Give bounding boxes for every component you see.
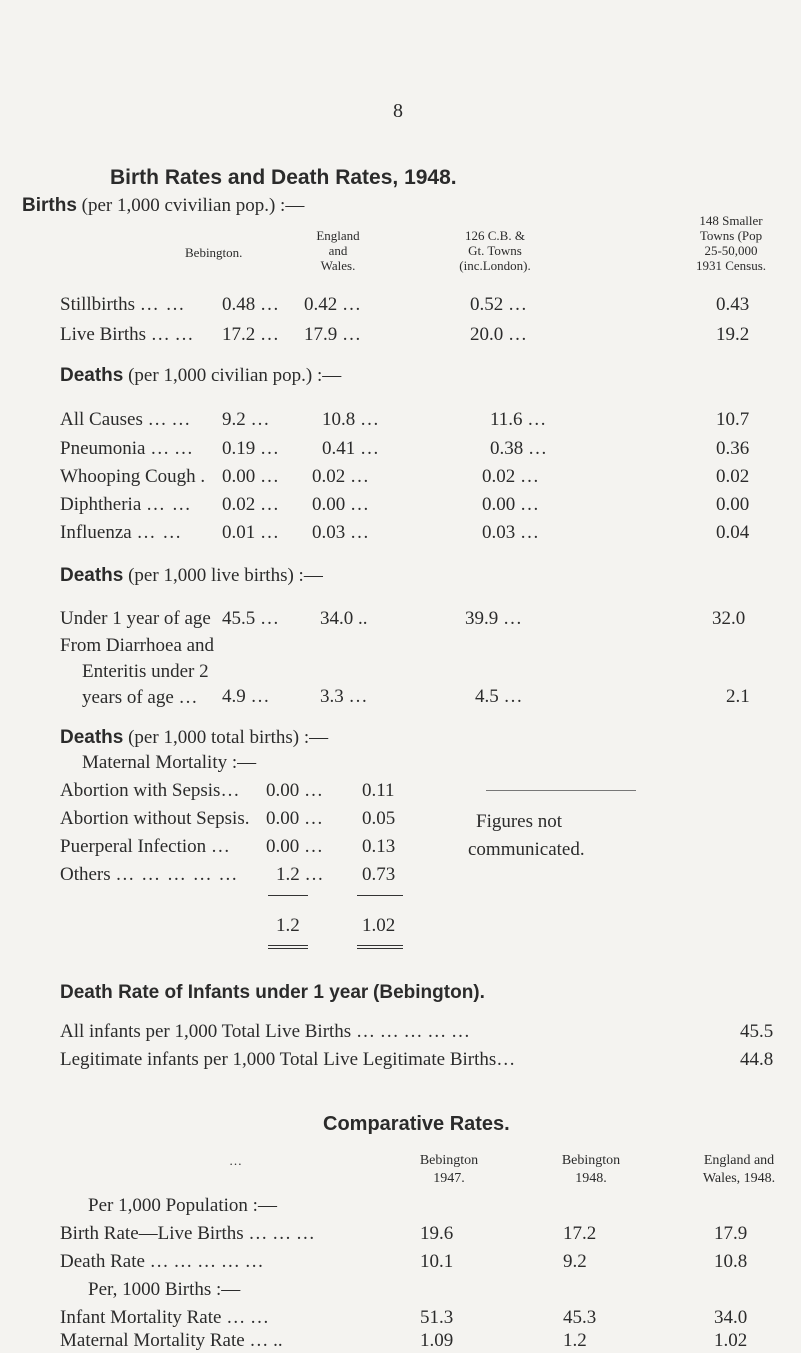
deaths-subheading: (per 1,000 civilian pop.) :— xyxy=(128,365,342,386)
cell-value: 0.41 … xyxy=(322,438,379,459)
deaths-heading: Deaths xyxy=(60,565,124,586)
infant-title: Death Rate of Infants under 1 year xyxy=(60,982,369,1003)
cell-value: 1.2 … xyxy=(276,864,324,885)
col-header-cb-line: 126 C.B. & xyxy=(465,228,525,243)
page-title: Birth Rates and Death Rates, 1948. xyxy=(110,166,457,189)
cell-value: 17.9 xyxy=(714,1223,748,1244)
comparative-row-label: Infant Mortality Rate … … xyxy=(60,1307,269,1328)
row-label-live-births: Live Births … … xyxy=(60,324,195,345)
comparative-title: Comparative Rates. xyxy=(323,1113,510,1135)
cell-value: 39.9 … xyxy=(465,608,522,629)
col-header-line: Wales, 1948. xyxy=(702,1171,776,1186)
cell-value: 4.9 … xyxy=(222,686,270,707)
col-header-line: Bebington xyxy=(419,1153,479,1168)
cell-value: 0.03 … xyxy=(312,522,369,543)
label-line: From Diarrhoea and xyxy=(60,635,215,656)
maternal-total-bebington: 1.2 xyxy=(276,915,300,936)
row-label-diphtheria: Diphtheria … … xyxy=(60,494,192,515)
infant-line-legitimate: Legitimate infants per 1,000 Total Live Legitimate Births… xyxy=(60,1049,516,1070)
cell-value: 0.00 … xyxy=(482,494,539,515)
col-header-smaller-towns xyxy=(664,213,798,273)
col-header-small-line: 25-50,000 xyxy=(704,243,758,258)
comparative-col-header xyxy=(400,1152,498,1188)
births-heading-line xyxy=(22,195,304,217)
infant-section-title xyxy=(60,982,485,1004)
cell-value: 0.05 xyxy=(362,808,396,829)
comparative-col-header xyxy=(684,1152,794,1188)
cell-value: 19.2 xyxy=(716,324,750,345)
cell-value: 0.36 xyxy=(716,438,750,459)
cell-value: 0.01 … xyxy=(222,522,279,543)
row-label-puerperal: Puerperal Infection … xyxy=(60,836,231,857)
cell-value: 19.6 xyxy=(420,1223,454,1244)
row-label-abortion-no-sepsis: Abortion without Sepsis. xyxy=(60,808,250,829)
col-header-england-line: and xyxy=(328,243,348,258)
row-label-diarrhoea xyxy=(60,633,214,711)
cell-value: 10.8 xyxy=(714,1251,748,1272)
col-header-line: 1947. xyxy=(433,1171,465,1186)
cell-value: 0.00 xyxy=(716,494,750,515)
figures-not-communicated xyxy=(468,808,585,864)
deaths-heading: Deaths xyxy=(60,365,124,386)
cell-value: 0.00 … xyxy=(266,808,323,829)
cell-value: 20.0 … xyxy=(470,324,527,345)
divider xyxy=(357,895,403,896)
row-label-stillbirths: Stillbirths … … xyxy=(60,294,186,315)
col-header-england-line: England xyxy=(316,228,360,243)
infant-value-all: 45.5 xyxy=(740,1021,774,1042)
cell-value: 10.8 … xyxy=(322,409,379,430)
cell-value: 17.2 xyxy=(563,1223,597,1244)
cell-value: 0.48 … xyxy=(222,294,279,315)
cell-value: 4.5 … xyxy=(475,686,523,707)
col-header-cb xyxy=(430,228,560,273)
deaths-heading: Deaths xyxy=(60,727,124,748)
cell-value: 10.1 xyxy=(420,1251,454,1272)
maternal-subhead: Maternal Mortality :— xyxy=(82,752,257,773)
cell-value: 0.43 xyxy=(716,294,750,315)
col-header-bebington: Bebington. xyxy=(185,245,243,260)
divider xyxy=(357,948,403,949)
cell-value: 9.2 … xyxy=(222,409,270,430)
col-header-line: England and xyxy=(703,1153,775,1168)
comparative-row-label: Maternal Mortality Rate … .. xyxy=(60,1330,283,1351)
deaths-civilian-heading-line xyxy=(60,365,341,387)
col-header-line: Bebington xyxy=(561,1153,621,1168)
col-header-small-line: 148 Smaller xyxy=(699,213,763,228)
note-line: Figures not xyxy=(476,811,563,832)
comparative-group-births: Per, 1000 Births :— xyxy=(88,1279,241,1300)
label-line: years of age … xyxy=(82,687,198,708)
births-heading: Births xyxy=(22,195,77,216)
label-line: Enteritis under 2 xyxy=(82,661,209,682)
cell-value: 45.5 … xyxy=(222,608,279,629)
cell-value: 51.3 xyxy=(420,1307,454,1328)
deaths-births-heading-line xyxy=(60,565,323,587)
cell-value: 0.02 … xyxy=(222,494,279,515)
row-label-all-causes: All Causes … … xyxy=(60,409,192,430)
comparative-row-label: Death Rate … … … … … xyxy=(60,1251,264,1272)
cell-value: 0.00 … xyxy=(312,494,369,515)
divider xyxy=(486,790,636,791)
cell-value: 0.00 … xyxy=(266,780,323,801)
divider xyxy=(268,948,308,949)
row-label-pneumonia: Pneumonia … … xyxy=(60,438,194,459)
row-label-under-1-year: Under 1 year of age xyxy=(60,608,211,629)
cell-value: 0.13 xyxy=(362,836,396,857)
col-header-england-line: Wales. xyxy=(320,258,356,273)
cell-value: 0.03 … xyxy=(482,522,539,543)
cell-value: 2.1 xyxy=(726,686,750,707)
note-line: communicated. xyxy=(468,839,585,860)
row-label-influenza: Influenza … … xyxy=(60,522,183,543)
cell-value: 1.02 xyxy=(714,1330,748,1351)
cell-value: 0.00 … xyxy=(266,836,323,857)
col-header-cb-line: Gt. Towns xyxy=(468,243,522,258)
cell-value: 3.3 … xyxy=(320,686,368,707)
col-header-line: 1948. xyxy=(575,1171,607,1186)
maternal-heading-line xyxy=(60,727,328,749)
row-label-abortion-sepsis: Abortion with Sepsis… xyxy=(60,780,240,801)
cell-value: 0.02 … xyxy=(312,466,369,487)
cell-value: 0.42 … xyxy=(304,294,361,315)
cell-value: 0.19 … xyxy=(222,438,279,459)
row-label-others: Others … … … … … xyxy=(60,864,239,885)
divider xyxy=(357,945,403,946)
cell-value: 1.09 xyxy=(420,1330,454,1351)
deaths-subheading: (per 1,000 live births) :— xyxy=(128,565,323,586)
cell-value: 0.02 xyxy=(716,466,750,487)
comparative-group-population: Per 1,000 Population :— xyxy=(88,1195,277,1216)
col-header-england xyxy=(292,228,384,273)
cell-value: 0.52 … xyxy=(470,294,527,315)
births-subheading: (per 1,000 cvivilian pop.) :— xyxy=(81,195,305,216)
cell-value: 0.00 … xyxy=(222,466,279,487)
cell-value: 11.6 … xyxy=(490,409,547,430)
cell-value: 17.9 … xyxy=(304,324,361,345)
maternal-total-england: 1.02 xyxy=(362,915,396,936)
cell-value: 0.73 xyxy=(362,864,396,885)
cell-value: 17.2 … xyxy=(222,324,279,345)
col-header-small-line: 1931 Census. xyxy=(695,258,767,273)
cell-value: 0.38 … xyxy=(490,438,547,459)
deaths-subheading: (per 1,000 total births) :— xyxy=(128,727,329,748)
divider xyxy=(268,945,308,946)
infant-line-all: All infants per 1,000 Total Live Births … … … … … xyxy=(60,1021,470,1042)
comparative-col-header xyxy=(544,1152,638,1188)
cell-value: 45.3 xyxy=(563,1307,597,1328)
infant-title-paren: (Bebington). xyxy=(373,982,485,1003)
cell-value: 0.11 xyxy=(362,780,395,801)
cell-value: 0.04 xyxy=(716,522,750,543)
divider xyxy=(268,895,308,896)
infant-value-legitimate: 44.8 xyxy=(740,1049,774,1070)
cell-value: 34.0 xyxy=(714,1307,748,1328)
col-header-cb-line: (inc.London). xyxy=(459,258,531,273)
cell-value: 1.2 xyxy=(563,1330,587,1351)
row-label-whooping-cough: Whooping Cough . xyxy=(60,466,206,487)
cell-value: 0.02 … xyxy=(482,466,539,487)
comparative-header-dots: … xyxy=(229,1153,242,1168)
cell-value: 32.0 xyxy=(712,608,746,629)
comparative-row-label: Birth Rate—Live Births … … … xyxy=(60,1223,315,1244)
cell-value: 9.2 xyxy=(563,1251,587,1272)
page-number: 8 xyxy=(393,100,403,122)
cell-value: 10.7 xyxy=(716,409,750,430)
cell-value: 34.0 .. xyxy=(320,608,368,629)
col-header-small-line: Towns (Pop xyxy=(699,228,763,243)
